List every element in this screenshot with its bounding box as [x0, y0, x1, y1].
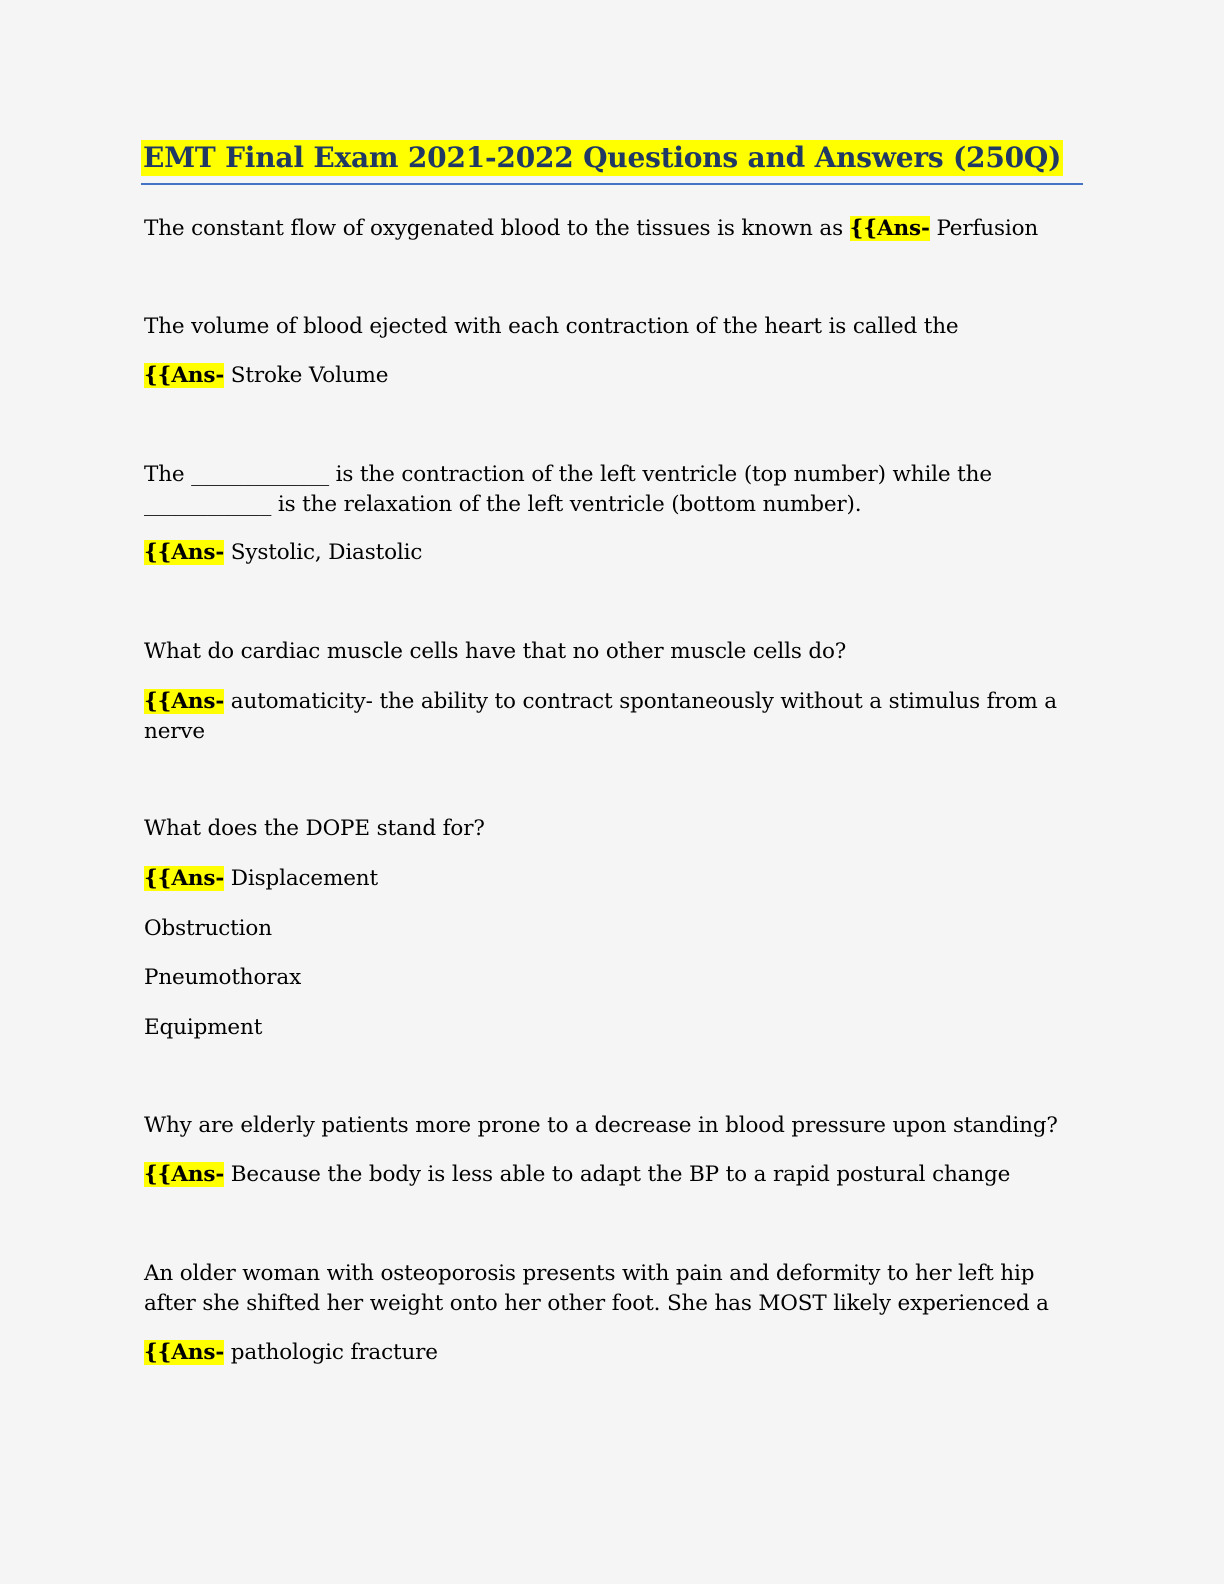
answer-text: automaticity- the ability to contract spontaneously without a stimulus from a	[230, 689, 1057, 714]
answer-text: nerve	[144, 719, 205, 744]
answer-tag: {{Ans-	[144, 1340, 225, 1365]
answer-line	[144, 963, 1074, 993]
question-line: The constant flow of oxygenated blood to the tissues is known as {{Ans- Perfusion	[144, 216, 1039, 241]
qa-item	[144, 637, 1074, 667]
answer-text: Stroke Volume	[230, 363, 389, 388]
qa-item	[144, 814, 1074, 844]
answer-line	[144, 1160, 1074, 1190]
answer-text: Equipment	[144, 1015, 263, 1040]
qa-item	[144, 1111, 1074, 1141]
qa-item	[144, 312, 1074, 342]
qa-item	[144, 214, 1074, 244]
answer-line	[144, 361, 1074, 391]
answer-tag: {{Ans-	[849, 216, 930, 241]
answer-tag: {{Ans-	[144, 363, 225, 388]
question-line: What does the DOPE stand for?	[144, 816, 485, 841]
question-line: An older woman with osteoporosis presents with pain and deformity to her left hip	[144, 1261, 1035, 1286]
answer-line	[144, 914, 1074, 944]
title-rule	[141, 140, 1083, 185]
answer-tag: {{Ans-	[144, 866, 225, 891]
answer-tag: {{Ans-	[144, 689, 225, 714]
question-line: ____________ is the relaxation of the left ventricle (bottom number).	[144, 492, 862, 517]
answer-line	[144, 1338, 1074, 1368]
answer-line	[144, 1013, 1074, 1043]
question-line: after she shifted her weight onto her other foot. She has MOST likely experienced a	[144, 1291, 1049, 1316]
answer-text: Displacement	[230, 866, 378, 891]
question-line: The _____________ is the contraction of the left ventricle (top number) while the	[144, 462, 992, 487]
answer-text: Because the body is less able to adapt the BP to a rapid postural change	[230, 1162, 1011, 1187]
answer-text: pathologic fracture	[230, 1340, 438, 1365]
question-line: What do cardiac muscle cells have that no other muscle cells do?	[144, 639, 847, 664]
qa-item	[144, 1259, 1074, 1319]
answer-text: Pneumothorax	[144, 965, 302, 990]
answer-line	[144, 864, 1074, 894]
answer-text: Systolic, Diastolic	[230, 540, 423, 565]
document-title: EMT Final Exam 2021-2022 Questions and Answers (250Q)	[143, 141, 1062, 174]
answer-line	[144, 538, 1074, 568]
answer-line	[144, 687, 1074, 747]
question-line: Why are elderly patients more prone to a decrease in blood pressure upon standing?	[144, 1113, 1058, 1138]
answer-tag: {{Ans-	[144, 1162, 225, 1187]
answer-tag: {{Ans-	[144, 540, 225, 565]
qa-item	[144, 460, 1074, 520]
answer-text: Perfusion	[936, 216, 1039, 241]
answer-text: Obstruction	[144, 916, 272, 941]
question-line: The volume of blood ejected with each contraction of the heart is called the	[144, 314, 959, 339]
